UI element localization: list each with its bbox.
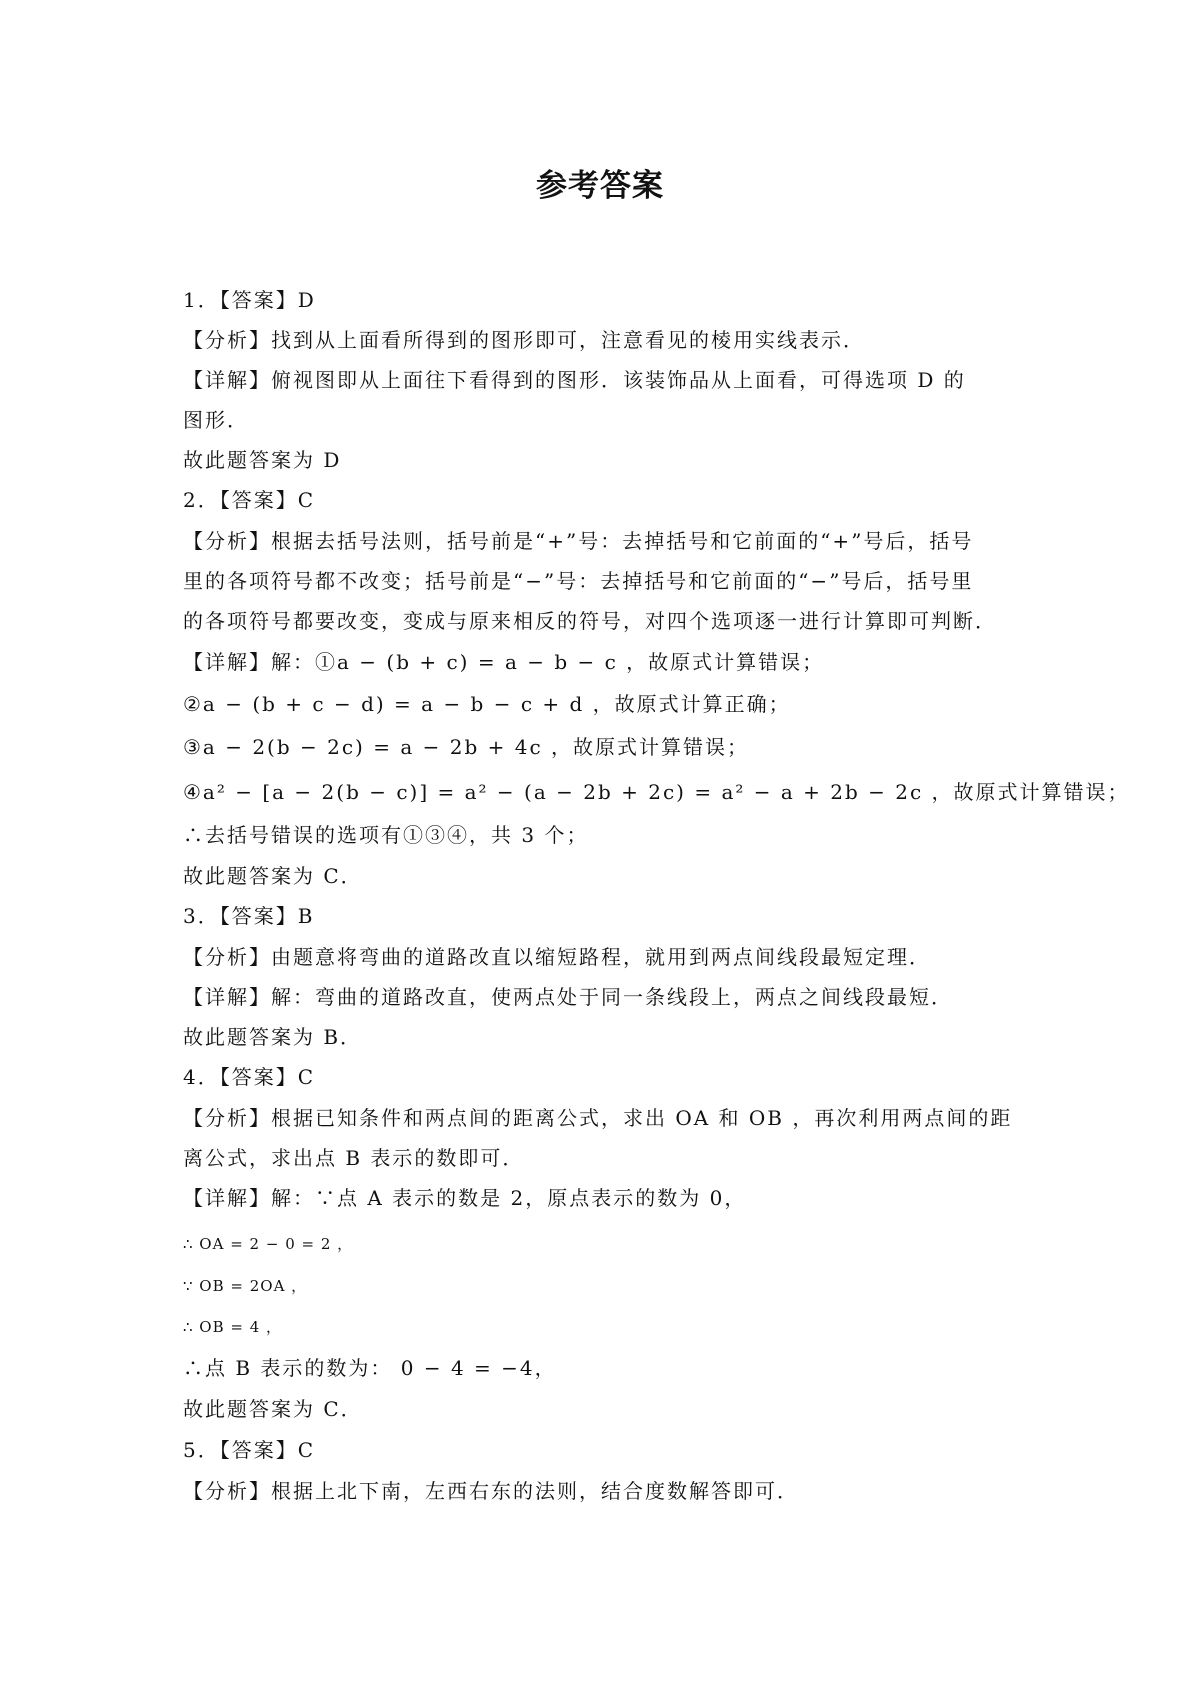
answer-4-detail-5: ∴点 B 表示的数为： 0 − 4 = −4，	[183, 1356, 557, 1380]
answer-1-header: 1．【答案】D	[183, 288, 316, 312]
answer-3-analysis: 【分析】由题意将弯曲的道路改直以缩短路程，就用到两点间线段最短定理．	[183, 945, 931, 969]
answer-2-detail-4: ④a² − [a − 2(b − c)] = a² − (a − 2b + 2c) = a² − a + 2b − 2c ，故原式计算错误；	[183, 780, 1130, 804]
answer-2-analysis: 【分析】根据去括号法则，括号前是“+”号：去掉括号和它前面的“+”号后，括号	[183, 529, 974, 553]
answer-1-detail-cont: 图形．	[183, 408, 249, 432]
answer-5-header: 5．【答案】C	[183, 1438, 316, 1462]
answer-2-conclusion: 故此题答案为 C．	[183, 864, 363, 888]
answer-2-detail-2: ②a − (b + c − d) = a − b − c + d ，故原式计算正确；	[183, 692, 791, 716]
answer-4-analysis-cont: 离公式，求出点 B 表示的数即可．	[183, 1146, 525, 1170]
answer-4-analysis: 【分析】根据已知条件和两点间的距离公式，求出 OA 和 OB ，再次利用两点间的距	[183, 1106, 1013, 1130]
answer-1-conclusion: 故此题答案为 D	[183, 448, 342, 472]
answer-3-detail: 【详解】解：弯曲的道路改直，使两点处于同一条线段上，两点之间线段最短．	[183, 985, 953, 1009]
page-title: 参考答案	[536, 168, 664, 204]
answer-2-detail-1: 【详解】解：①a − (b + c) = a − b − c ，故原式计算错误；	[183, 650, 825, 674]
answer-2-analysis-cont: 里的各项符号都不改变；括号前是“−”号：去掉括号和它前面的“−”号后，括号里	[183, 569, 974, 593]
answer-4-detail-3: ∵ OB = 2OA ，	[183, 1277, 308, 1295]
answer-3-conclusion: 故此题答案为 B．	[183, 1025, 363, 1049]
answer-2-analysis-cont: 的各项符号都要改变，变成与原来相反的符号，对四个选项逐一进行计算即可判断．	[183, 609, 997, 633]
answer-2-summary: ∴去括号错误的选项有①③④，共 3 个；	[183, 823, 589, 847]
answer-5-analysis: 【分析】根据上北下南，左西右东的法则，结合度数解答即可．	[183, 1479, 799, 1503]
answer-4-header: 4．【答案】C	[183, 1065, 316, 1089]
answer-3-header: 3．【答案】B	[183, 904, 315, 928]
answer-4-detail-2: ∴ OA = 2 − 0 = 2 ，	[183, 1235, 354, 1253]
answer-4-detail-1: 【详解】解：∵点 A 表示的数是 2，原点表示的数为 0，	[183, 1186, 747, 1210]
answer-1-detail: 【详解】俯视图即从上面往下看得到的图形．该装饰品从上面看，可得选项 D 的	[183, 368, 966, 392]
answer-2-header: 2．【答案】C	[183, 488, 316, 512]
answer-4-conclusion: 故此题答案为 C．	[183, 1397, 363, 1421]
answer-1-analysis: 【分析】找到从上面看所得到的图形即可，注意看见的棱用实线表示．	[183, 328, 865, 352]
answer-4-detail-4: ∴ OB = 4 ，	[183, 1318, 283, 1336]
answer-2-detail-3: ③a − 2(b − 2c) = a − 2b + 4c ，故原式计算错误；	[183, 735, 750, 759]
